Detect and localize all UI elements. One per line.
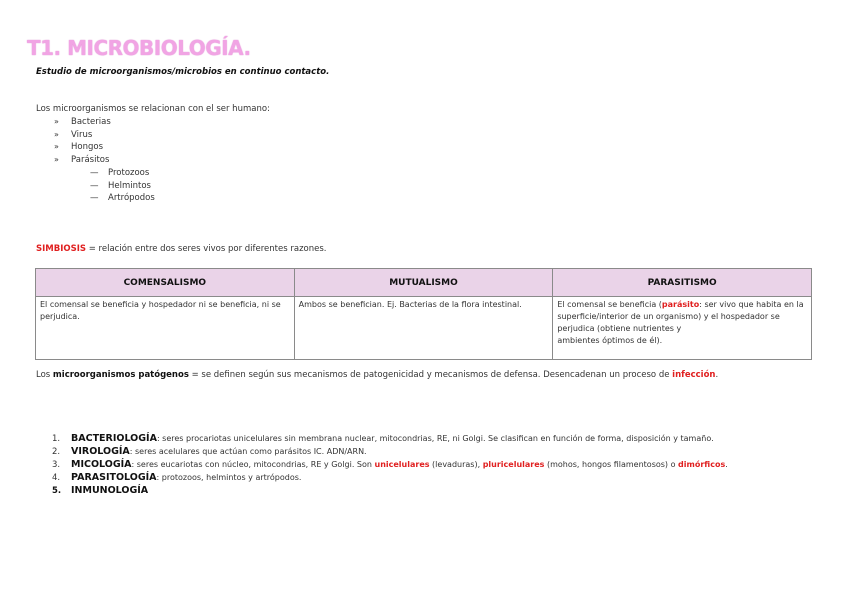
header-parasitismo: PARASITISMO [553,269,812,297]
patogenos-definition: Los microorganismos patógenos = se definen según sus mecanismos de patogenicidad y mecanismos de defensa. Desencadenan un proceso de infección. [36,370,719,380]
list-item: — Artrópodos [90,193,155,204]
symbiosis-types-table [35,268,812,360]
list-item: » Bacterias [36,116,111,129]
list-item: 2. VIROLOGÍA: seres acelulares que actúan como parásitos IC. ADN/ARN. [52,446,367,457]
table-header-row [36,269,812,297]
header-mutualismo: MUTUALISMO [294,269,553,297]
page-subtitle: Estudio de microorganismos/microbios en continuo contacto. [36,67,330,77]
list-item: 1. BACTERIOLOGÍA: seres procariotas unicelulares sin membrana nuclear, mitocondrias, RE, ni Golgi. Se clasifican en función de forma, disposición y tamaño. [52,433,714,444]
list-item: 4. PARASITOLOGÍA: protozoos, helmintos y artrópodos. [52,472,302,483]
header-comensalismo: COMENSALISMO [36,269,295,297]
microorganism-groups-list [36,116,111,166]
parasites-sublist [90,167,155,205]
infeccion-term: infección [672,370,716,380]
list-item: » Hongos [36,141,111,154]
patogenos-term: microorganismos patógenos [52,370,189,380]
cell-mutualismo: Ambos se benefician. Ej. Bacterias de la flora intestinal. [294,297,553,360]
bullet-icon: » [54,154,59,164]
bullet-icon: » [54,129,59,139]
simbiosis-definition: SIMBIOSIS = relación entre dos seres vivos por diferentes razones. [36,244,327,254]
microbiology-branches-list [52,432,728,497]
table-row [36,297,812,360]
page-title: T1. MICROBIOLOGÍA. [27,36,251,60]
list-item: 3. MICOLOGÍA: seres eucariotas con núcleo, mitocondrias, RE y Golgi. Son unicelulares (levaduras), pluricelulares (mohos, hongos filamentosos) o dimórficos. [52,459,728,470]
bullet-icon: » [54,117,59,126]
cell-parasitismo: El comensal se beneficia (parásito: ser vivo que habita en la superficie/interior de un organismo) y el hospedador se perjudica (obtiene nutrientes y ambientes óptimos de él). [553,297,812,360]
dash-icon: — [90,168,99,178]
dash-icon: — [90,193,99,204]
cell-comensalismo: El comensal se beneficia y hospedador ni se beneficia, ni se perjudica. [36,297,295,360]
list-item: » Virus [36,129,111,142]
simbiosis-term: SIMBIOSIS [36,244,87,254]
list-item: » Parásitos [36,154,111,167]
list-item: — Protozoos [90,168,150,178]
dash-icon: — [90,180,99,191]
parasito-term: parásito [661,300,700,309]
intro-text: Los microorganismos se relacionan con el ser humano: [36,104,270,114]
bullet-icon: » [54,142,59,152]
list-item: 5. INMUNOLOGÍA [52,485,149,496]
list-item: — Helmintos [90,180,151,191]
